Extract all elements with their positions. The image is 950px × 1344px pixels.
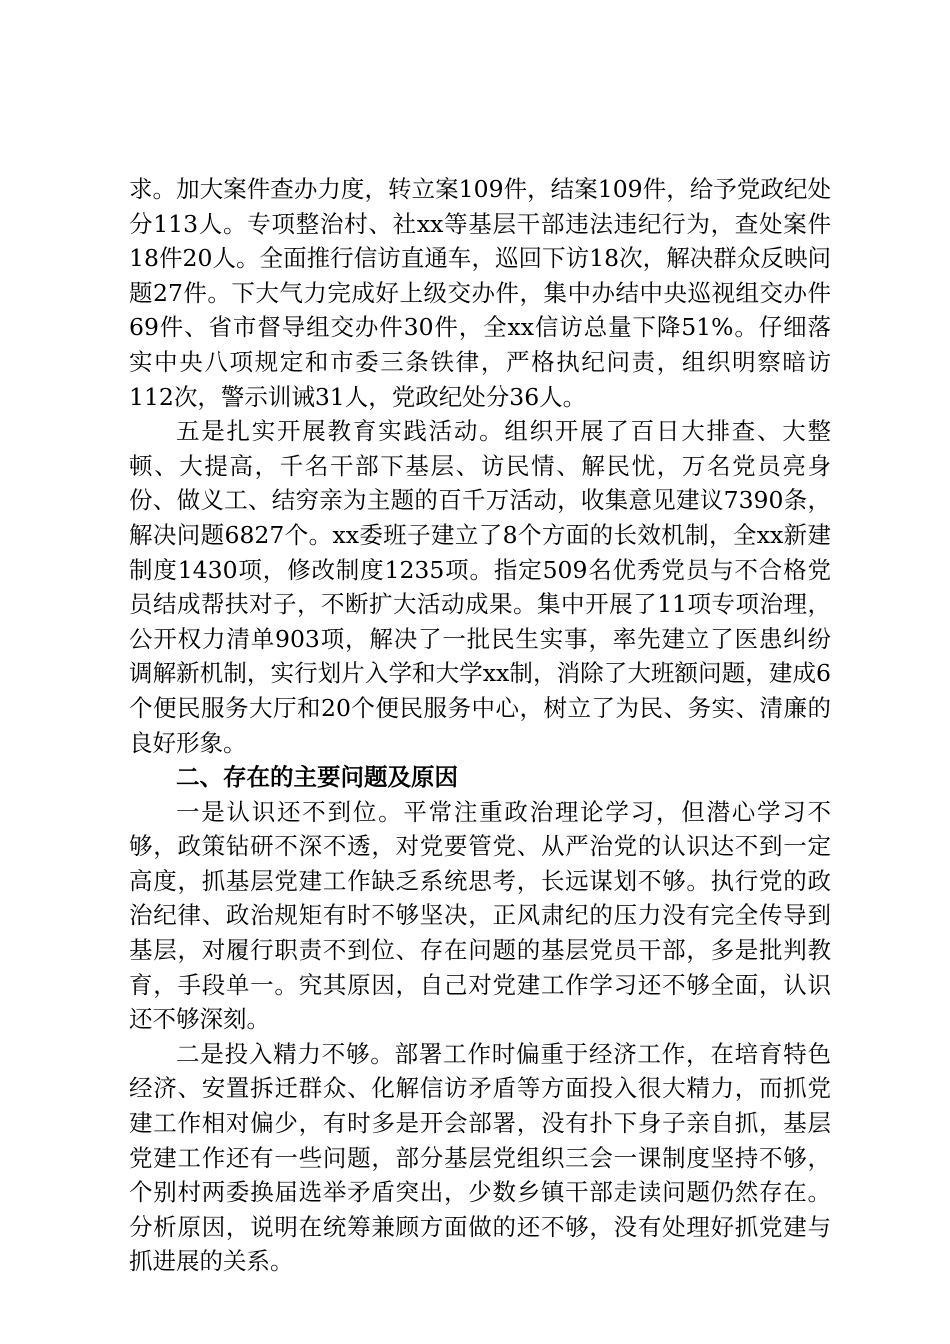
paragraph-point-two-energy: 二是投入精力不够。部署工作时偏重于经济工作，在培育特色经济、安置拆迁群众、化解信访矛盾等方面投入很大精力，而抓党建工作相对偏少，有时多是开会部署，没有扑下身子亲自抓，基层党建工作还有一些问题，部分基层党组织三会一课制度坚持不够，个别村两委换届选举矛盾突出，少数乡镇干部走读问题仍然存在。分析原因，说明在统筹兼顾方面做的还不够，没有处理好抓党建与抓进展的关系。 [129, 1039, 831, 1276]
paragraph-continuation-discipline: 求。加大案件查办力度，转立案109件，结案109件，给予党政纪处分113人。专项整治村、社xx等基层干部违法违纪行为，查处案件18件20人。全面推行信访直通车，巡回下访18次，解决群众反映问题27件。下大气力完成好上级交办件，集中办结中央巡视组交办件69件、省市督导组交办件30件，全xx信访总量下降51%。仔细落实中央八项规定和市委三条铁律，严格执纪问责，组织明察暗访112次，警示训诫31人，党政纪处分36人。 [129, 175, 831, 411]
paragraph-point-five-education: 五是扎实开展教育实践活动。组织开展了百日大排查、大整顿、大提高，千名干部下基层、访民情、解民忧，万名党员亮身份、做义工、结穷亲为主题的百千万活动，收集意见建议7390条，解决问题6827个。xx委班子建立了8个方面的长效机制，全xx新建制度1430项，修改制度1235项。指定509名优秀党员与不合格党员结成帮扶对子，不断扩大活动成果。集中开展了11项专项治理，公开权力清单903项，解决了一批民生实事，率先建立了医患纠纷调解新机制，实行划片入学和大学xx制，消除了大班额问题，建成6个便民服务大厅和20个便民服务中心，树立了为民、务实、清廉的良好形象。 [129, 417, 831, 757]
paragraph-point-one-awareness: 一是认识还不到位。平常注重政治理论学习，但潜心学习不够，政策钻研不深不透，对党要管党、从严治党的认识达不到一定高度，抓基层党建工作缺乏系统思考，长远谋划不够。执行党的政治纪律、政治规矩有时不够坚决，正风肃纪的压力没有完全传导到基层，对履行职责不到位、存在问题的基层党员干部，多是批判教育，手段单一。究其原因，自己对党建工作学习还不够全面，认识还不够深刻。 [129, 797, 831, 1034]
document-body [129, 172, 831, 1279]
section-heading-problems: 二、存在的主要问题及原因 [176, 763, 458, 792]
